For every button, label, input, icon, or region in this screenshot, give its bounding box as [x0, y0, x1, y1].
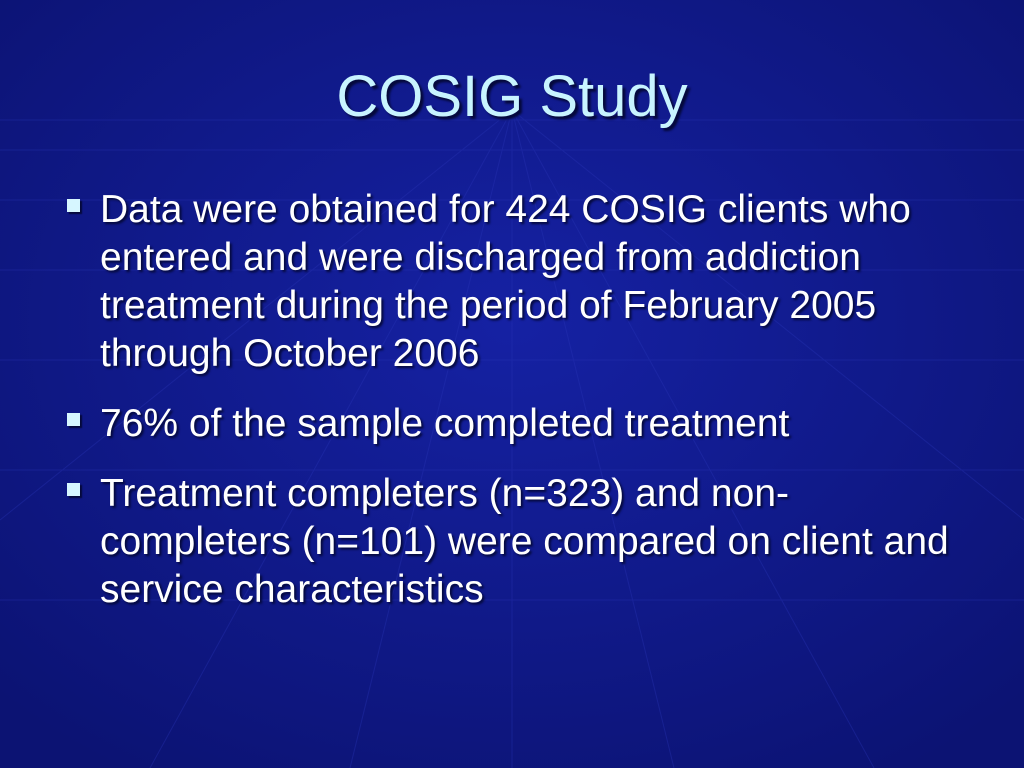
- bullet-text: 76% of the sample completed treatment: [100, 402, 790, 445]
- bullet-list: [62, 186, 962, 636]
- square-bullet-icon: [67, 483, 80, 496]
- bullet-text: Treatment completers (n=323) and non-completers (n=101) were compared on client and service characteristics: [100, 472, 949, 611]
- square-bullet-icon: [67, 199, 80, 212]
- bullet-item: [62, 400, 962, 448]
- bullet-item: [62, 186, 962, 378]
- bullet-text: Data were obtained for 424 COSIG clients who entered and were discharged from addiction treatment during the period of February 2005 through October 2006: [100, 188, 911, 375]
- slide-title: COSIG Study: [336, 64, 688, 129]
- bullet-item: [62, 470, 962, 614]
- square-bullet-icon: [67, 413, 80, 426]
